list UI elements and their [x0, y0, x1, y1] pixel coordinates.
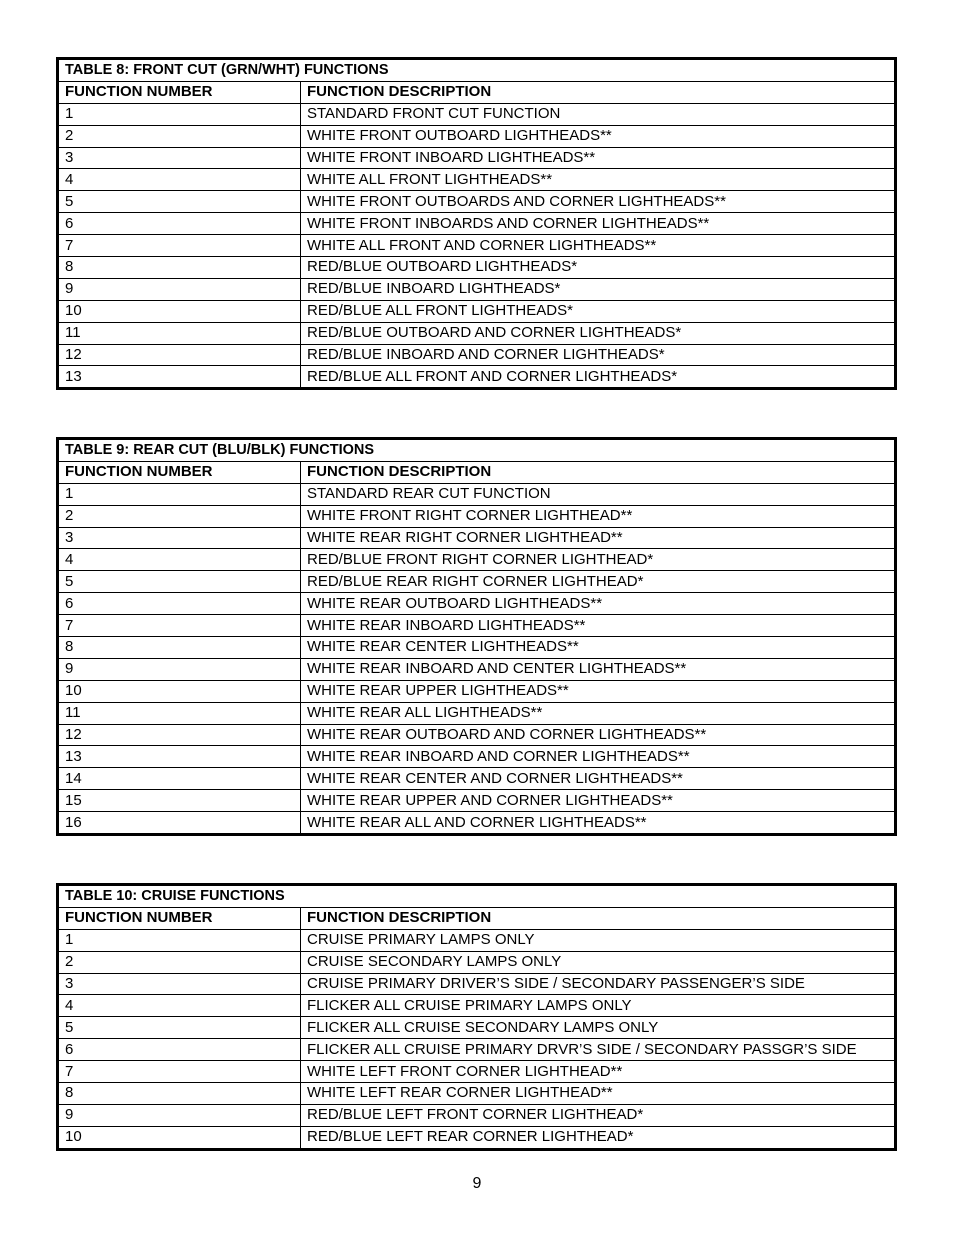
function-number-cell: 6	[58, 1039, 301, 1061]
function-description-cell: WHITE LEFT FRONT CORNER LIGHTHEAD**	[301, 1061, 896, 1083]
table-row	[58, 658, 896, 680]
table-row	[58, 1083, 896, 1105]
function-description-cell: RED/BLUE ALL FRONT LIGHTHEADS*	[301, 300, 896, 322]
table-title: TABLE 8: FRONT CUT (GRN/WHT) FUNCTIONS	[58, 59, 896, 82]
table-row	[58, 702, 896, 724]
function-description-cell: CRUISE PRIMARY DRIVER’S SIDE / SECONDARY PASSENGER’S SIDE	[301, 973, 896, 995]
column-header-function-description: FUNCTION DESCRIPTION	[301, 81, 896, 103]
table-9-rear-cut-functions	[56, 437, 897, 836]
function-description-cell: RED/BLUE LEFT REAR CORNER LIGHTHEAD*	[301, 1126, 896, 1149]
function-description-cell: RED/BLUE INBOARD LIGHTHEADS*	[301, 278, 896, 300]
table-row	[58, 571, 896, 593]
table-row	[58, 951, 896, 973]
function-number-cell: 3	[58, 973, 301, 995]
function-description-cell: FLICKER ALL CRUISE SECONDARY LAMPS ONLY	[301, 1017, 896, 1039]
function-number-cell: 5	[58, 191, 301, 213]
function-description-cell: WHITE REAR INBOARD LIGHTHEADS**	[301, 615, 896, 637]
function-number-cell: 8	[58, 637, 301, 659]
function-description-cell: WHITE ALL FRONT AND CORNER LIGHTHEADS**	[301, 235, 896, 257]
function-description-cell: WHITE REAR INBOARD AND CENTER LIGHTHEADS**	[301, 658, 896, 680]
function-number-cell: 5	[58, 571, 301, 593]
function-description-cell: RED/BLUE OUTBOARD LIGHTHEADS*	[301, 257, 896, 279]
function-number-cell: 2	[58, 505, 301, 527]
table-row	[58, 366, 896, 389]
function-description-cell: CRUISE PRIMARY LAMPS ONLY	[301, 929, 896, 951]
function-description-cell: WHITE REAR INBOARD AND CORNER LIGHTHEADS**	[301, 746, 896, 768]
function-number-cell: 9	[58, 658, 301, 680]
function-number-cell: 4	[58, 169, 301, 191]
function-number-cell: 7	[58, 235, 301, 257]
table-row	[58, 768, 896, 790]
table-row	[58, 344, 896, 366]
function-description-cell: WHITE REAR RIGHT CORNER LIGHTHEAD**	[301, 527, 896, 549]
function-description-cell: STANDARD FRONT CUT FUNCTION	[301, 103, 896, 125]
function-description-cell: WHITE REAR CENTER LIGHTHEADS**	[301, 637, 896, 659]
function-description-cell: FLICKER ALL CRUISE PRIMARY DRVR’S SIDE / SECONDARY PASSGR’S SIDE	[301, 1039, 896, 1061]
function-description-cell: WHITE FRONT INBOARDS AND CORNER LIGHTHEADS**	[301, 213, 896, 235]
function-description-cell: WHITE REAR OUTBOARD AND CORNER LIGHTHEADS**	[301, 724, 896, 746]
function-description-cell: RED/BLUE INBOARD AND CORNER LIGHTHEADS*	[301, 344, 896, 366]
table-title: TABLE 10: CRUISE FUNCTIONS	[58, 885, 896, 908]
function-description-cell: WHITE LEFT REAR CORNER LIGHTHEAD**	[301, 1083, 896, 1105]
function-number-cell: 12	[58, 344, 301, 366]
function-number-cell: 9	[58, 1104, 301, 1126]
table-row	[58, 191, 896, 213]
function-number-cell: 6	[58, 213, 301, 235]
function-description-cell: WHITE FRONT INBOARD LIGHTHEADS**	[301, 147, 896, 169]
function-number-cell: 11	[58, 322, 301, 344]
column-header-function-number: FUNCTION NUMBER	[58, 907, 301, 929]
function-number-cell: 2	[58, 125, 301, 147]
table-row	[58, 300, 896, 322]
function-number-cell: 6	[58, 593, 301, 615]
table-row	[58, 278, 896, 300]
function-description-cell: RED/BLUE FRONT RIGHT CORNER LIGHTHEAD*	[301, 549, 896, 571]
table-row	[58, 213, 896, 235]
function-number-cell: 7	[58, 615, 301, 637]
function-description-cell: RED/BLUE OUTBOARD AND CORNER LIGHTHEADS*	[301, 322, 896, 344]
function-description-cell: STANDARD REAR CUT FUNCTION	[301, 483, 896, 505]
function-description-cell: WHITE FRONT RIGHT CORNER LIGHTHEAD**	[301, 505, 896, 527]
function-description-cell: WHITE FRONT OUTBOARD LIGHTHEADS**	[301, 125, 896, 147]
function-number-cell: 16	[58, 812, 301, 835]
table-row	[58, 1126, 896, 1149]
column-header-function-number: FUNCTION NUMBER	[58, 81, 301, 103]
table-row	[58, 483, 896, 505]
function-number-cell: 4	[58, 549, 301, 571]
function-number-cell: 9	[58, 278, 301, 300]
table-row	[58, 973, 896, 995]
function-number-cell: 14	[58, 768, 301, 790]
column-header-function-number: FUNCTION NUMBER	[58, 461, 301, 483]
function-number-cell: 4	[58, 995, 301, 1017]
table-row	[58, 125, 896, 147]
function-number-cell: 1	[58, 929, 301, 951]
table-row	[58, 235, 896, 257]
table-row	[58, 680, 896, 702]
function-number-cell: 7	[58, 1061, 301, 1083]
function-description-cell: FLICKER ALL CRUISE PRIMARY LAMPS ONLY	[301, 995, 896, 1017]
function-number-cell: 5	[58, 1017, 301, 1039]
function-number-cell: 15	[58, 790, 301, 812]
table-row	[58, 724, 896, 746]
function-number-cell: 10	[58, 1126, 301, 1149]
table-row	[58, 995, 896, 1017]
function-number-cell: 12	[58, 724, 301, 746]
table-row	[58, 1104, 896, 1126]
column-header-function-description: FUNCTION DESCRIPTION	[301, 461, 896, 483]
function-description-cell: WHITE REAR OUTBOARD LIGHTHEADS**	[301, 593, 896, 615]
table-row	[58, 615, 896, 637]
function-number-cell: 2	[58, 951, 301, 973]
function-number-cell: 8	[58, 1083, 301, 1105]
function-description-cell: CRUISE SECONDARY LAMPS ONLY	[301, 951, 896, 973]
table-8-front-cut-functions	[56, 57, 897, 390]
function-number-cell: 1	[58, 103, 301, 125]
function-description-cell: WHITE ALL FRONT LIGHTHEADS**	[301, 169, 896, 191]
table-row	[58, 527, 896, 549]
table-row	[58, 929, 896, 951]
function-description-cell: RED/BLUE LEFT FRONT CORNER LIGHTHEAD*	[301, 1104, 896, 1126]
table-row	[58, 593, 896, 615]
table-title: TABLE 9: REAR CUT (BLU/BLK) FUNCTIONS	[58, 439, 896, 462]
table-10-cruise-functions	[56, 883, 897, 1151]
column-header-function-description: FUNCTION DESCRIPTION	[301, 907, 896, 929]
table-row	[58, 505, 896, 527]
function-number-cell: 10	[58, 300, 301, 322]
function-number-cell: 11	[58, 702, 301, 724]
table-row	[58, 746, 896, 768]
table-row	[58, 147, 896, 169]
function-description-cell: RED/BLUE REAR RIGHT CORNER LIGHTHEAD*	[301, 571, 896, 593]
function-number-cell: 13	[58, 746, 301, 768]
function-number-cell: 13	[58, 366, 301, 389]
table-row	[58, 322, 896, 344]
function-description-cell: RED/BLUE ALL FRONT AND CORNER LIGHTHEADS*	[301, 366, 896, 389]
function-description-cell: WHITE REAR UPPER AND CORNER LIGHTHEADS**	[301, 790, 896, 812]
table-row	[58, 1061, 896, 1083]
function-number-cell: 3	[58, 527, 301, 549]
table-row	[58, 549, 896, 571]
function-number-cell: 1	[58, 483, 301, 505]
function-number-cell: 8	[58, 257, 301, 279]
function-number-cell: 3	[58, 147, 301, 169]
table-row	[58, 1017, 896, 1039]
table-row	[58, 257, 896, 279]
function-description-cell: WHITE REAR UPPER LIGHTHEADS**	[301, 680, 896, 702]
table-row	[58, 637, 896, 659]
function-description-cell: WHITE REAR CENTER AND CORNER LIGHTHEADS**	[301, 768, 896, 790]
table-row	[58, 103, 896, 125]
table-row	[58, 1039, 896, 1061]
function-description-cell: WHITE REAR ALL LIGHTHEADS**	[301, 702, 896, 724]
function-number-cell: 10	[58, 680, 301, 702]
table-row	[58, 812, 896, 835]
function-description-cell: WHITE REAR ALL AND CORNER LIGHTHEADS**	[301, 812, 896, 835]
page-number: 9	[472, 1175, 482, 1192]
table-row	[58, 169, 896, 191]
function-description-cell: WHITE FRONT OUTBOARDS AND CORNER LIGHTHEADS**	[301, 191, 896, 213]
table-row	[58, 790, 896, 812]
